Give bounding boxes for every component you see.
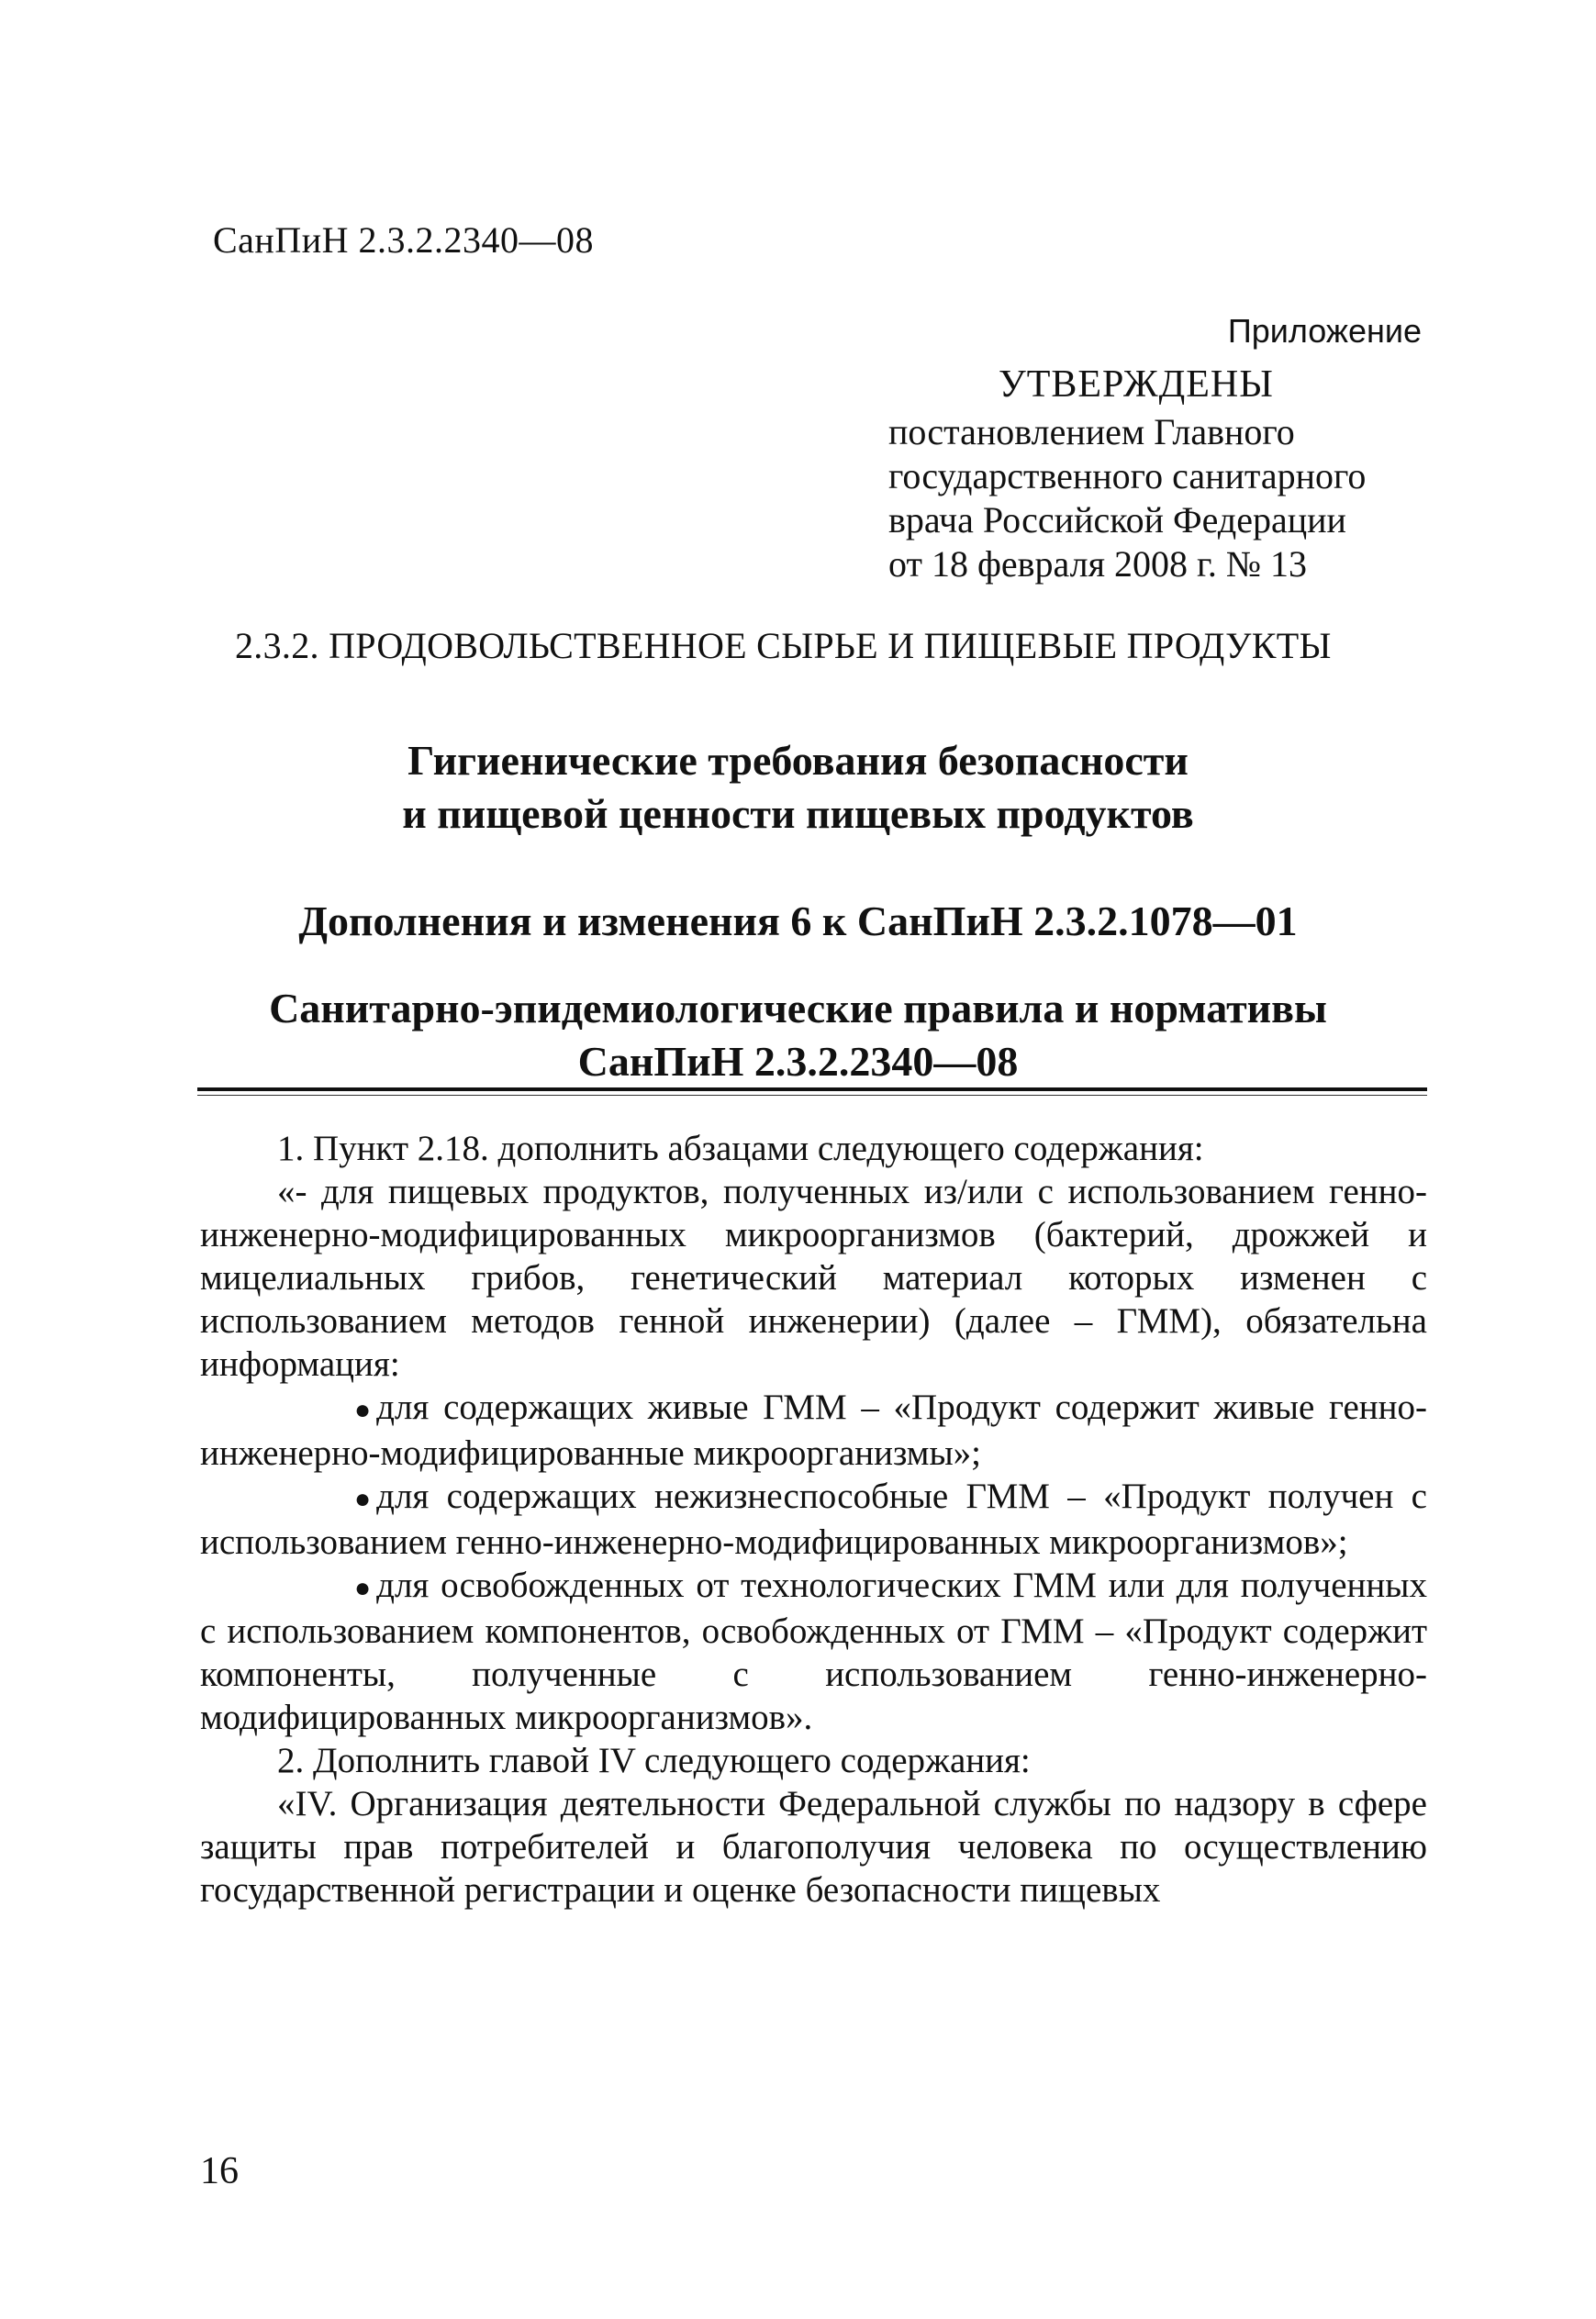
title-divider-thin <box>197 1095 1427 1096</box>
approved-title: УТВЕРЖДЕНЫ <box>999 363 1274 406</box>
paragraph-text: «IV. Организация деятельности Федеральной службы по надзору в сфере защиты прав потребителей и благополучия человека по осуществлению государственной регистрации и оценке безопасности пищевых <box>200 1784 1427 1910</box>
paragraph <box>200 1127 1427 1170</box>
approval-line: от 18 февраля 2008 г. № 13 <box>888 543 1308 585</box>
paragraph-text: 1. Пункт 2.18. дополнить абзацами следующего содержания: <box>277 1129 1204 1168</box>
appendix-label: Приложение <box>1227 312 1422 350</box>
section-heading: 2.3.2. ПРОДОВОЛЬСТВЕННОЕ СЫРЬЕ И ПИЩЕВЫЕ ПРОДУКТЫ <box>235 625 1332 666</box>
approval-line: государственного санитарного <box>888 455 1367 496</box>
approval-line: врача Российской Федерации <box>888 499 1346 541</box>
paragraph <box>200 1782 1427 1912</box>
title-divider <box>197 1087 1427 1091</box>
rules-title-line-1: Санитарно-эпидемиологические правила и нормативы <box>269 985 1327 1031</box>
bullet-text: для содержащих нежизнеспособные ГММ – «Продукт получен с использованием генно-инженерно-модифицированных микроорганизмов»; <box>200 1477 1427 1562</box>
bullet-item <box>200 1386 1427 1475</box>
bullet-item <box>200 1564 1427 1739</box>
bullet-text: для содержащих живые ГММ – «Продукт содержит живые генно-инженерно-модифицированные микроорганизмы»; <box>200 1388 1427 1473</box>
document-code-header: СанПиН 2.3.2.2340—08 <box>213 219 595 261</box>
paragraph-text: 2. Дополнить главой IV следующего содержания: <box>277 1741 1031 1780</box>
amendments-title: Дополнения и изменения 6 к СанПиН 2.3.2.1078—01 <box>298 897 1298 944</box>
paragraph <box>200 1739 1427 1782</box>
body-text <box>200 1127 1427 1912</box>
bullet-item <box>200 1475 1427 1564</box>
bullet-icon: ● <box>354 1484 372 1514</box>
approval-block <box>888 362 1439 586</box>
bullet-text: для освобожденных от технологических ГММ или для полученных с использованием компонентов, освобожденных от ГММ – «Продукт содержит компоненты, полученные с использованием генно-инженерно-модифицированных микроорганизмов». <box>200 1566 1427 1737</box>
rules-title-line-2: СанПиН 2.3.2.2340—08 <box>577 1038 1019 1085</box>
paragraph <box>200 1170 1427 1386</box>
bullet-icon: ● <box>354 1573 372 1603</box>
main-title-line-2: и пищевой ценности пищевых продуктов <box>402 790 1194 837</box>
rules-title <box>0 982 1596 1088</box>
main-title-line-1: Гигиенические требования безопасности <box>407 737 1189 784</box>
paragraph-text: «- для пищевых продуктов, полученных из/или с использованием генно-инженерно-модифицированных микроорганизмов (бактерий, дрожжей и мицелиальных грибов, генетический материал которых изменен с использованием методов генной инженерии) (далее – ГММ), обязательна информация: <box>200 1172 1427 1384</box>
approval-line: постановлением Главного <box>888 411 1295 452</box>
page-number: 16 <box>200 2150 239 2192</box>
bullet-icon: ● <box>354 1395 372 1425</box>
main-title <box>0 734 1596 841</box>
